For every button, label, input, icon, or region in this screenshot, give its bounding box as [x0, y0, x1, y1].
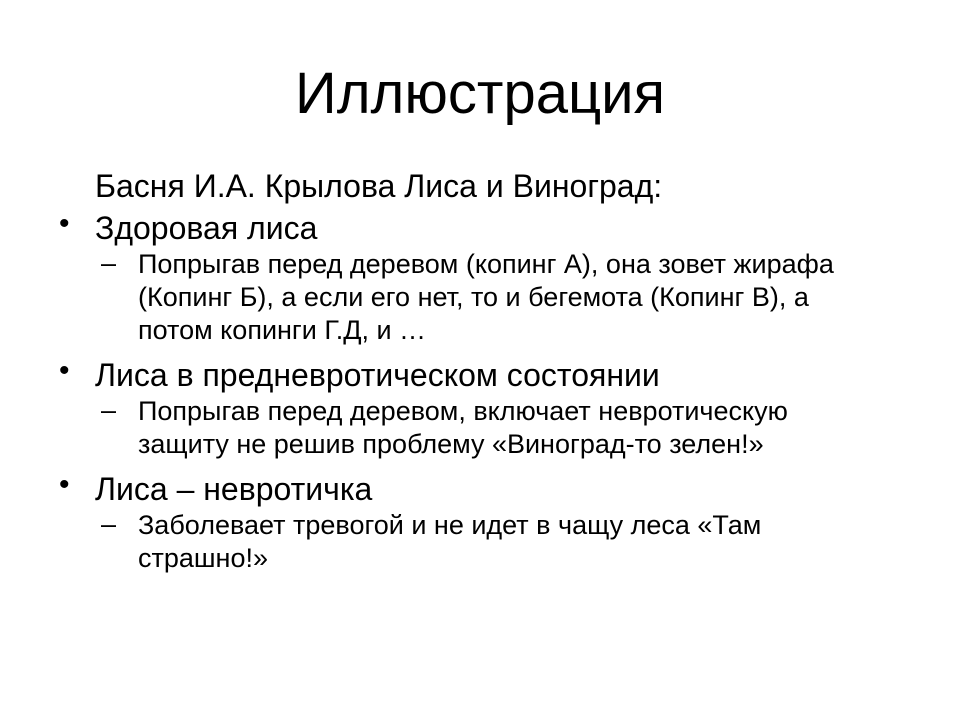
bullet-text: Лиса в предневротическом состоянии — [95, 357, 660, 393]
bullet-text: Лиса – невротичка — [95, 471, 373, 507]
slide-content — [56, 166, 916, 585]
slide-title: Иллюстрация — [295, 61, 665, 126]
sub-item — [56, 509, 838, 575]
bullet-text: Здоровая лиса — [95, 210, 318, 246]
sub-item-text: Заболевает тревогой и не идет в чащу леса «Там страшно!» — [138, 510, 762, 573]
dash-icon: – — [101, 248, 117, 278]
bullet-item-preneurotic-fox — [56, 354, 916, 393]
dash-icon: – — [101, 395, 117, 425]
bullet-icon: • — [59, 207, 70, 240]
bullet-item-neurotic-fox — [56, 468, 916, 507]
bullet-item-healthy-fox — [56, 207, 916, 246]
sub-item-text: Попрыгав перед деревом, включает невротическую защиту не решив проблему «Виноград-то зелен!» — [138, 396, 788, 459]
bullet-icon: • — [59, 468, 70, 501]
bullet-icon: • — [59, 354, 70, 387]
sub-item — [56, 395, 838, 461]
dash-icon: – — [101, 509, 117, 539]
intro-line: Басня И.А. Крылова Лиса и Виноград: — [95, 168, 663, 204]
sub-item — [56, 248, 838, 347]
sub-item-text: Попрыгав перед деревом (копинг А), она зовет жирафа (Копинг Б), а если его нет, то и бегемота (Копинг В), а потом копинги Г.Д, и … — [138, 249, 834, 345]
